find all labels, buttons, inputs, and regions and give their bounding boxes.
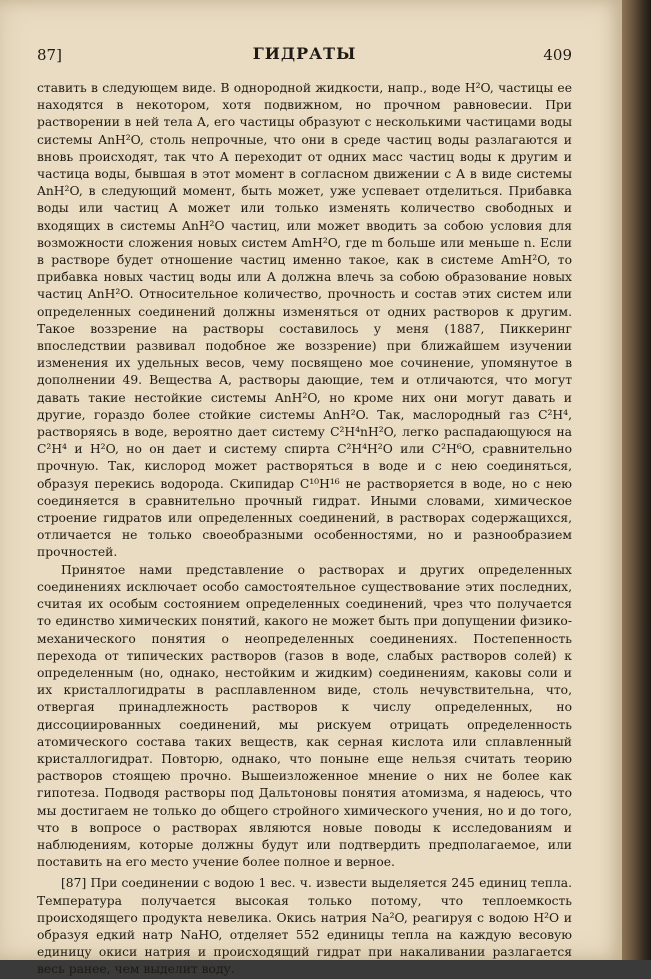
page-header [37, 44, 572, 66]
book-spine-edge [622, 0, 651, 960]
paragraph: Принятое нами представление о растворах и других определенных соединениях исключает особо самостоятельное существование этих последних, считая их особым состоянием определенных соединений, чрез что получается то единство химических понятий, какого не может быть при допущении физико-механического понятия о неопределенных соединениях. Постепенность перехода от типических растворов (газов в воде, слабых растворов солей) к определенным (но, однако, нестойким и жидким) соединениям, каковы соли и их кристаллогидраты в расплавленном виде, столь нечувствительна, что, отвергая принадлежность растворов к числу определенных, но диссоциированных соединений, мы рискуем отрицать определенность атомического состава таких веществ, как серная кислота или сплавленный кристаллогидрат. Повторю, однако, что поныне еще нельзя считать теорию растворов стоящею прочно. Вышеизложенное мнение о них не более как гипотеза. Подводя растворы под Дальтоновы понятия атомизма, я надеюсь, что мы достигаем не только до общего стройного химического учения, но и до того, что в вопросе о растворах являются новые поводы к исследованиям и наблюдениям, которые должны будут или подтвердить предполагаемое, или поставить на его место учение более полное и верное. [37, 562, 572, 870]
running-title: ГИДРАТЫ [252, 44, 357, 63]
section-marker: 87] [37, 46, 62, 64]
paragraph-continuation: ставить в следующем виде. В однородной жидкости, напр., воде H²O, частицы ее находятся в некотором, хотя подвижном, но прочном равновесии. При растворении в ней тела A, его частицы образуют с несколькими частицами воды системы AnH²O, столь непрочные, что они в среде частиц воды разлагаются и вновь происходят, так что A переходит от одних масс частиц воды к другим и частица воды, бывшая в этот момент в согласном движении с A в виде системы AnH²O, в следующий момент, быть может, уже успевает отделиться. Прибавка воды или частиц A может или только изменять количество свободных и входящих в системы AnH²O частиц, или может вводить за собою условия для возможности сложения новых систем AmH²O, где m больше или меньше n. Если в растворе будет отношение частиц именно такое, как в системе AmH²O, то прибавка новых частиц воды или A должна влечь за собою образование новых частиц AnH²O. Относительное количество, прочность и состав этих систем или определенных соединений должны изменяться от одних растворов к другим. Такое воззрение на растворы составилось у меня (1887, Пиккеринг впоследствии развивал подобное же воззрение) при ближайшем изучении изменения их удельных весов, чему посвящено мое сочинение, упомянутое в дополнении 49. Вещества A, растворы дающие, тем и отличаются, что могут давать такие нестойкие системы AnH²O, но кроме них они могут давать и другие, гораздо более стойкие системы AnH²O. Так, маслородный газ C²H⁴, растворяясь в воде, вероятно дает систему C²H⁴nH²O, легко распадающуюся на C²H⁴ и H²O, но он дает и систему спирта C²H⁴H²O или C²H⁶O, сравнительно прочную. Так, кислород может растворяться в воде и с нею соединяться, образуя перекись водорода. Скипидар C¹⁰H¹⁶ не растворяется в воде, но с нею соединяется в сравнительно прочный гидрат. Иными словами, химическое строение гидратов или определенных соединений, в растворах содержащихся, отличается не только своеобразными особенностями, но и разнообразием прочностей. [37, 81, 572, 560]
page-number: 409 [543, 46, 572, 64]
note-paragraph: [87] При соединении с водою 1 вес. ч. извести выделяется 245 единиц тепла. Температура получается высокая только потому, что теплоемкость происходящего продукта невелика. Окись натрия Na²O, реагируя с водою H²O и образуя едкий натр NaHO, отделяет 552 единицы тепла на каждую весовую единицу окиси натрия и происходящий гидрат при накаливании разлагается весь ранее, чем выделит воду. [37, 876, 572, 977]
page-body [37, 80, 572, 979]
